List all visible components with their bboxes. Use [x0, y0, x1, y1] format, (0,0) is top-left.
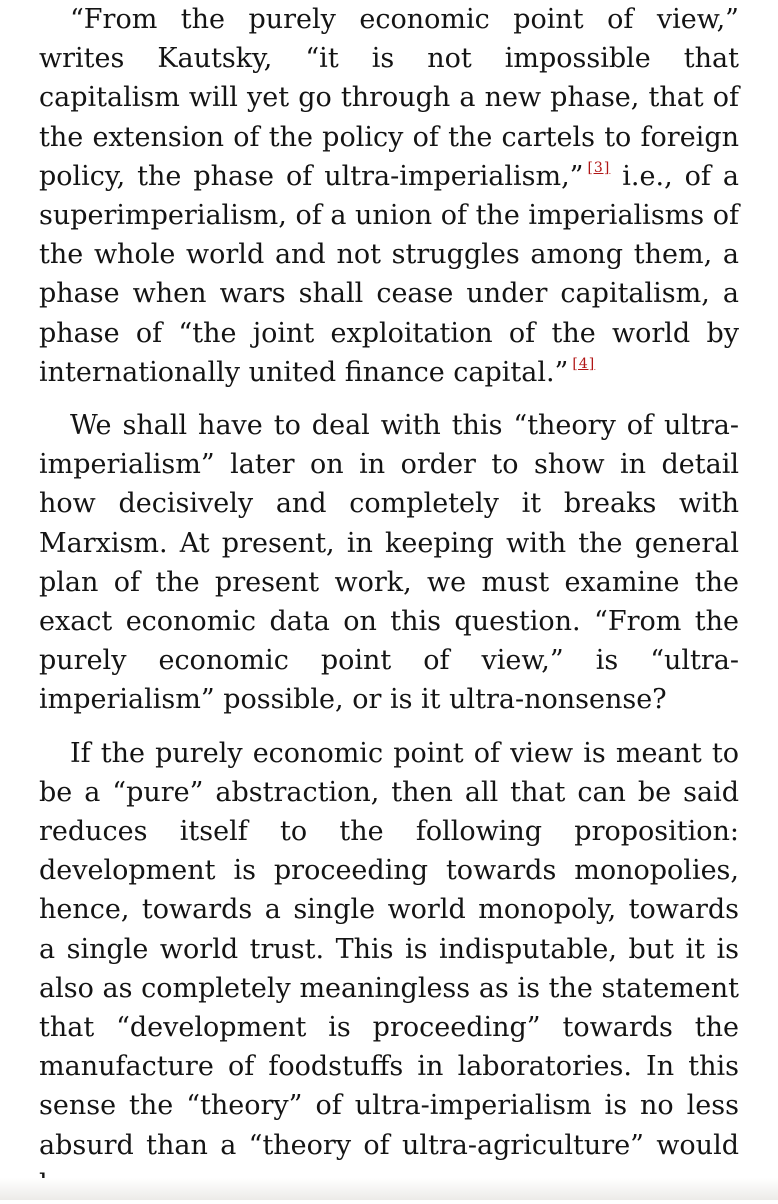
paragraph-kautsky-quote: [39, 0, 739, 392]
footnote-link-3[interactable]: [3]: [587, 159, 611, 176]
paragraph-pure-abstraction: If the purely economic point of view is meant to be a “pure” abstraction, then all that can be said reduces itself to the following proposition: development is proceeding towards monopolies, hence, towards a single world monopoly, towards a single world trust. This is indisputable, but it is also as completely meaningless as is the statement that “development is proceeding” towards the manufacture of foodstuffs in laboratories. In this sense the “theory” of ultra-imperialism is no less absurd than a “theory of ultra-agriculture” would: [39, 737, 739, 1161]
text-column: [39, 0, 739, 1204]
page-bottom-shadow: [0, 1178, 778, 1200]
paragraph-ultra-imperialism-theory: We shall have to deal with this “theory of ultra-imperialism” later on in order to show in detail how decisively and completely it breaks with Marxism. At present, in keeping with the general plan of the present work, we must examine the exact economic data on this question. “From the purely economic point of view,” is “ultra-imperialism” possible, or is it ultra-nonsense?: [39, 410, 739, 716]
footnote-link-4[interactable]: [4]: [572, 355, 596, 372]
paragraph-text: i.e., of a superimperialism, of a union of the imperialisms of the whole world and not struggles among them, a phase when wars shall cease under capitalism, a phase of “the joint exploitation of the world by internationally united finance capital.”: [39, 160, 739, 388]
paragraph-text: “From the purely economic point of view,” writes Kautsky, “it is not impossible that capitalism will yet go through a new phase, that of the extension of the policy of the cartels to foreign policy, the phase of ultra-imperialism,”: [39, 4, 739, 192]
